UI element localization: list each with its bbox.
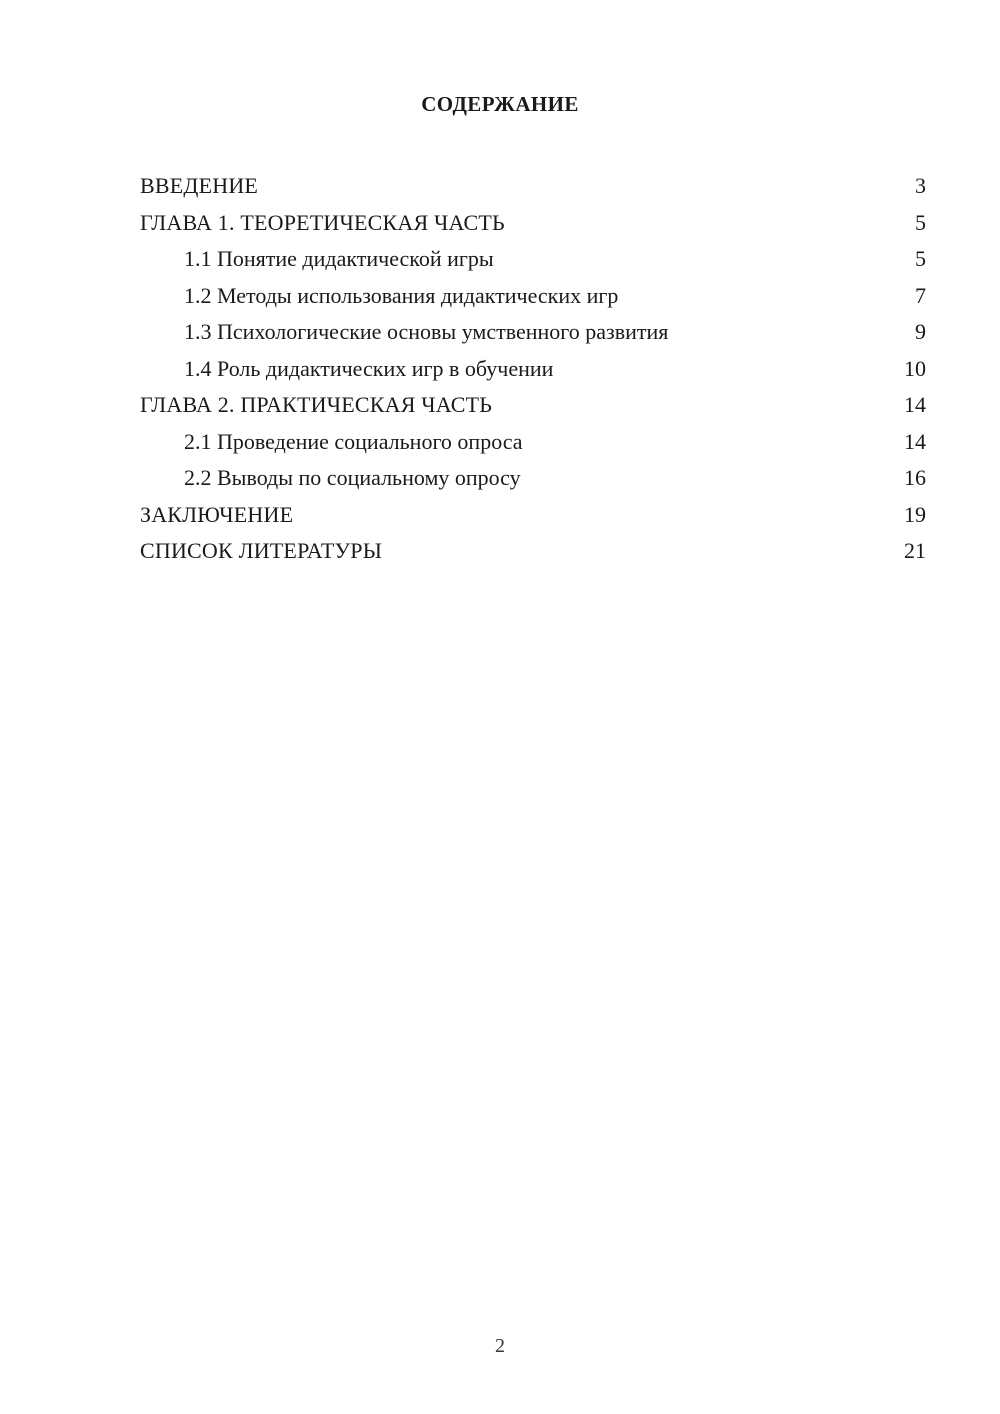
toc-entry[interactable] bbox=[140, 241, 930, 278]
toc-entry-label: 1.1 Понятие дидактической игры bbox=[184, 246, 494, 271]
toc-entry-page-number: 3 bbox=[915, 173, 926, 198]
toc-entry-label: ЗАКЛЮЧЕНИЕ bbox=[140, 501, 294, 527]
toc-entry[interactable] bbox=[140, 168, 930, 205]
toc-entry[interactable] bbox=[140, 497, 930, 534]
toc-entry[interactable] bbox=[140, 533, 930, 570]
toc-entry-label: 1.4 Роль дидактических игр в обучении bbox=[184, 355, 554, 381]
toc-entry-page-number: 14 bbox=[904, 392, 926, 417]
toc-entry[interactable] bbox=[140, 351, 930, 388]
toc-entry-page-number: 16 bbox=[904, 465, 926, 490]
toc-entry[interactable] bbox=[140, 314, 930, 351]
toc-entry[interactable] bbox=[140, 205, 930, 242]
toc-entry-label: 1.2 Методы использования дидактических игр bbox=[184, 282, 619, 308]
toc-entry[interactable] bbox=[140, 278, 930, 315]
toc-entry-label: ВВЕДЕНИЕ bbox=[140, 173, 259, 198]
toc-entry-page-number: 9 bbox=[915, 319, 926, 344]
page-number-footer: 2 bbox=[495, 1335, 505, 1357]
toc-entry-label: ГЛАВА 1. ТЕОРЕТИЧЕСКАЯ ЧАСТЬ bbox=[140, 209, 505, 235]
toc-entry-label: 1.3 Психологические основы умственного развития bbox=[184, 319, 669, 344]
page-title: СОДЕРЖАНИЕ bbox=[421, 92, 579, 116]
toc-entry-label: 2.1 Проведение социального опроса bbox=[184, 428, 523, 454]
table-of-contents bbox=[140, 168, 930, 570]
toc-entry-page-number: 14 bbox=[904, 428, 926, 454]
toc-entry[interactable] bbox=[140, 460, 930, 497]
toc-entry[interactable] bbox=[140, 387, 930, 424]
toc-entry[interactable] bbox=[140, 424, 930, 461]
toc-entry-page-number: 5 bbox=[915, 209, 926, 235]
toc-entry-page-number: 10 bbox=[904, 355, 926, 381]
toc-entry-label: 2.2 Выводы по социальному опросу bbox=[184, 465, 521, 490]
toc-entry-page-number: 5 bbox=[915, 246, 926, 271]
toc-entry-label: ГЛАВА 2. ПРАКТИЧЕСКАЯ ЧАСТЬ bbox=[140, 392, 493, 417]
toc-entry-page-number: 7 bbox=[915, 282, 926, 308]
toc-entry-page-number: 19 bbox=[904, 501, 926, 527]
toc-entry-page-number: 21 bbox=[904, 538, 926, 563]
toc-entry-label: СПИСОК ЛИТЕРАТУРЫ bbox=[140, 538, 383, 563]
